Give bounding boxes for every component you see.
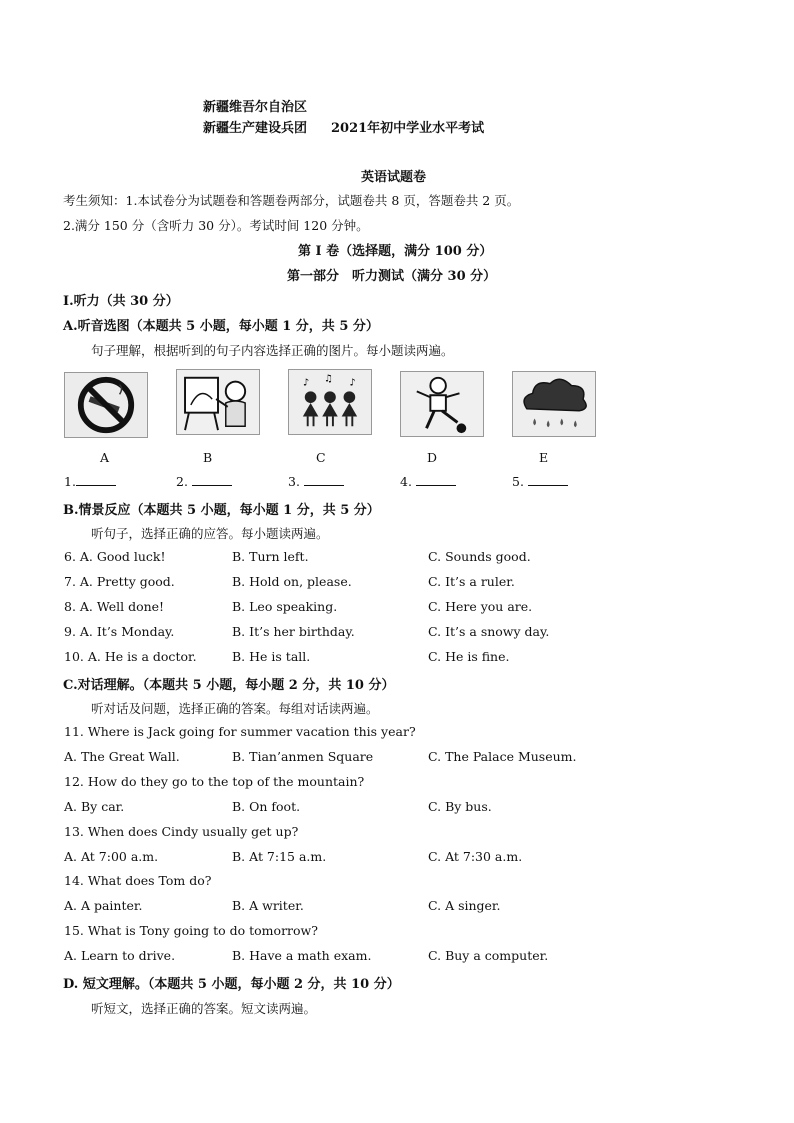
soccer-boy-icon — [400, 371, 484, 437]
section-c-title: C.对话理解。（本题共 5 小题，每小题 2 分，共 10 分） — [63, 678, 395, 693]
section-a-title: A.听音选图（本题共 5 小题，每小题 1 分，共 5 分） — [63, 319, 379, 334]
option-8c[interactable]: C. Here you are. — [428, 599, 533, 614]
picture-label-a: A — [100, 450, 110, 465]
question-13: 13. When does Cindy usually get up? — [64, 824, 299, 839]
option-11c[interactable]: C. The Palace Museum. — [428, 749, 577, 764]
question-11: 11. Where is Jack going for summer vacation this year? — [64, 724, 416, 739]
option-8b[interactable]: B. Leo speaking. — [232, 599, 338, 614]
option-13a[interactable]: A. At 7:00 a.m. — [64, 849, 159, 864]
answer-blank-4[interactable]: 4. — [400, 474, 456, 489]
answer-blank-1[interactable]: 1. — [64, 474, 116, 489]
option-10b[interactable]: B. He is tall. — [232, 649, 311, 664]
volume-title: 第 I 卷（选择题，满分 100 分） — [298, 244, 493, 259]
answer-blank-2[interactable]: 2. — [176, 474, 232, 489]
section-b-title: B.情景反应（本题共 5 小题，每小题 1 分，共 5 分） — [63, 503, 380, 518]
option-10a[interactable]: 10. A. He is a doctor. — [64, 649, 197, 664]
option-11b[interactable]: B. Tian’anmen Square — [232, 749, 374, 764]
answer-blank-5[interactable]: 5. — [512, 474, 568, 489]
section-b-instruction: 听句子，选择正确的应答。每小题读两遍。 — [91, 526, 329, 541]
option-7a[interactable]: 7. A. Pretty good. — [64, 574, 175, 589]
option-14c[interactable]: C. A singer. — [428, 898, 501, 913]
option-12a[interactable]: A. By car. — [64, 799, 125, 814]
option-11a[interactable]: A. The Great Wall. — [64, 749, 180, 764]
painting-boy-icon — [176, 369, 260, 435]
option-13b[interactable]: B. At 7:15 a.m. — [232, 849, 327, 864]
picture-label-d: D — [427, 450, 438, 465]
notice-line-2: 2.满分 150 分（含听力 30 分）。考试时间 120 分钟。 — [63, 218, 369, 233]
svg-text:♫: ♫ — [324, 373, 333, 385]
option-15c[interactable]: C. Buy a computer. — [428, 948, 549, 963]
option-12b[interactable]: B. On foot. — [232, 799, 301, 814]
option-7b[interactable]: B. Hold on, please. — [232, 574, 352, 589]
svg-text:♪: ♪ — [349, 377, 356, 389]
region-name-1: 新疆维吾尔自治区 — [203, 100, 308, 115]
option-15a[interactable]: A. Learn to drive. — [64, 948, 176, 963]
exam-title: 2021年初中学业水平考试 — [331, 121, 485, 136]
option-9a[interactable]: 9. A. It’s Monday. — [64, 624, 175, 639]
section-d-instruction: 听短文，选择正确的答案。短文读两遍。 — [91, 1001, 317, 1016]
section-c-instruction: 听对话及问题，选择正确的答案。每组对话读两遍。 — [91, 701, 379, 716]
option-9c[interactable]: C. It’s a snowy day. — [428, 624, 550, 639]
section-a-instruction: 句子理解，根据听到的句子内容选择正确的图片。每小题读两遍。 — [91, 343, 454, 358]
option-6b[interactable]: B. Turn left. — [232, 549, 309, 564]
picture-label-b: B — [203, 450, 213, 465]
rain-cloud-icon — [512, 371, 596, 437]
answer-blank-3[interactable]: 3. — [288, 474, 344, 489]
section-d-title: D. 短文理解。（本题共 5 小题，每小题 2 分，共 10 分） — [63, 977, 400, 992]
option-8a[interactable]: 8. A. Well done! — [64, 599, 165, 614]
option-13c[interactable]: C. At 7:30 a.m. — [428, 849, 523, 864]
option-6a[interactable]: 6. A. Good luck! — [64, 549, 166, 564]
region-name-2: 新疆生产建设兵团 — [203, 121, 308, 136]
picture-label-e: E — [539, 450, 549, 465]
option-10c[interactable]: C. He is fine. — [428, 649, 510, 664]
option-15b[interactable]: B. Have a math exam. — [232, 948, 372, 963]
paper-title: 英语试题卷 — [361, 170, 427, 185]
option-14a[interactable]: A. A painter. — [64, 898, 143, 913]
part-title: 第一部分 听力测试（满分 30 分） — [287, 269, 497, 284]
singing-girls-icon — [288, 369, 372, 435]
notice-line-1: 考生须知：1.本试卷分为试题卷和答题卷两部分，试题卷共 8 页，答题卷共 2 页。 — [63, 193, 520, 208]
option-7c[interactable]: C. It’s a ruler. — [428, 574, 515, 589]
question-12: 12. How do they go to the top of the mountain? — [64, 774, 365, 789]
picture-label-c: C — [316, 450, 326, 465]
question-14: 14. What does Tom do? — [64, 873, 212, 888]
option-9b[interactable]: B. It’s her birthday. — [232, 624, 355, 639]
option-12c[interactable]: C. By bus. — [428, 799, 492, 814]
section-i-title: Ⅰ.听力（共 30 分） — [63, 294, 179, 309]
question-15: 15. What is Tony going to do tomorrow? — [64, 923, 318, 938]
no-smoking-icon — [64, 372, 148, 438]
svg-text:♪: ♪ — [302, 377, 310, 389]
option-14b[interactable]: B. A writer. — [232, 898, 304, 913]
option-6c[interactable]: C. Sounds good. — [428, 549, 531, 564]
